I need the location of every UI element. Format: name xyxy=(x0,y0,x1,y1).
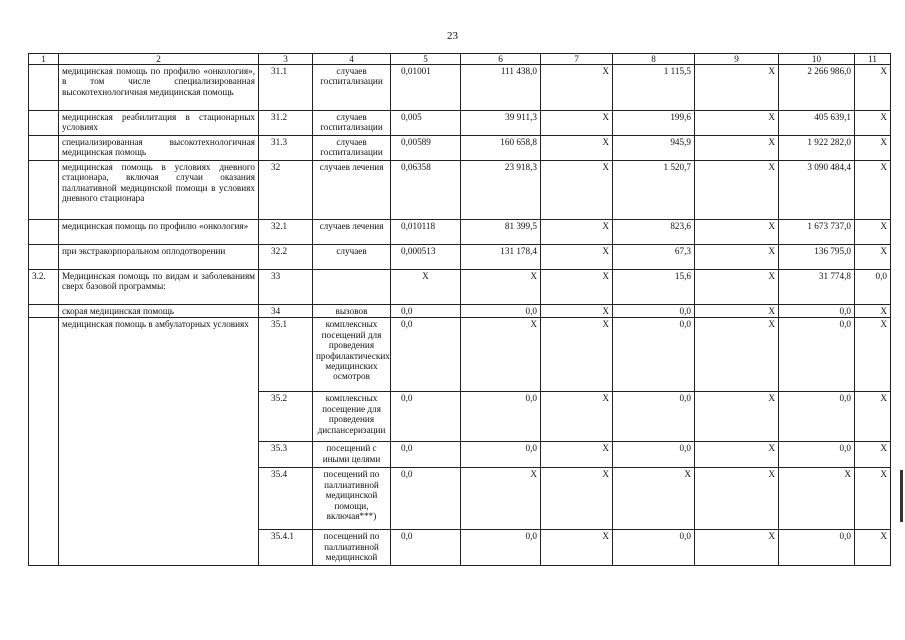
volume-cell: 0,010118 xyxy=(391,220,461,245)
value-cell: 0,0 xyxy=(779,318,855,392)
value-cell: Х xyxy=(541,136,613,161)
value-cell: Х xyxy=(779,468,855,530)
value-cell: Х xyxy=(695,468,779,530)
volume-cell: 0,005 xyxy=(391,111,461,136)
value-cell: 0,0 xyxy=(613,318,695,392)
value-cell: 1 115,5 xyxy=(613,65,695,111)
line-number-cell: 35.4.1 xyxy=(259,530,313,566)
header-cell: 5 xyxy=(391,54,461,65)
value-cell: Х xyxy=(695,318,779,392)
value-cell: 0,0 xyxy=(779,305,855,318)
value-cell: Х xyxy=(855,111,891,136)
value-cell: Х xyxy=(695,65,779,111)
value-cell: Х xyxy=(695,530,779,566)
value-cell: 1 673 737,0 xyxy=(779,220,855,245)
value-cell: Х xyxy=(855,65,891,111)
value-cell: Х xyxy=(541,392,613,442)
section-cell: 3.2. xyxy=(29,270,59,305)
value-cell: 199,6 xyxy=(613,111,695,136)
unit-cell: комплексных посещений для проведения профилактических медицинских осмотров xyxy=(313,318,391,392)
value-cell: Х xyxy=(695,161,779,220)
cost-cell: Х xyxy=(461,318,541,392)
section-cell xyxy=(29,65,59,111)
header-cell: 9 xyxy=(695,54,779,65)
table-row xyxy=(29,220,891,245)
value-cell: Х xyxy=(695,305,779,318)
value-cell: 136 795,0 xyxy=(779,245,855,270)
line-number-cell: 35.3 xyxy=(259,442,313,468)
header-cell: 3 xyxy=(259,54,313,65)
value-cell: 0,0 xyxy=(613,530,695,566)
value-cell: Х xyxy=(695,392,779,442)
cost-cell: 81 399,5 xyxy=(461,220,541,245)
unit-cell: случаев xyxy=(313,245,391,270)
value-cell: Х xyxy=(541,220,613,245)
value-cell: 31 774,8 xyxy=(779,270,855,305)
section-cell xyxy=(29,220,59,245)
value-cell: Х xyxy=(855,442,891,468)
section-cell xyxy=(29,161,59,220)
unit-cell: комплексных посещение для проведения диспансеризации xyxy=(313,392,391,442)
volume-cell: 0,000513 xyxy=(391,245,461,270)
table-row xyxy=(29,270,891,305)
line-number-cell: 33 xyxy=(259,270,313,305)
volume-cell: 0,0 xyxy=(391,318,461,392)
value-cell: Х xyxy=(695,442,779,468)
volume-cell: 0,0 xyxy=(391,305,461,318)
value-cell: 0,0 xyxy=(855,270,891,305)
value-cell: 405 639,1 xyxy=(779,111,855,136)
value-cell: Х xyxy=(855,318,891,392)
volume-cell: 0,0 xyxy=(391,530,461,566)
header-cell: 10 xyxy=(779,54,855,65)
unit-cell: вызовов xyxy=(313,305,391,318)
value-cell: 0,0 xyxy=(613,305,695,318)
value-cell: Х xyxy=(695,220,779,245)
value-cell: 15,6 xyxy=(613,270,695,305)
unit-cell: случаев госпитализации xyxy=(313,65,391,111)
line-number-cell: 35.1 xyxy=(259,318,313,392)
value-cell: Х xyxy=(541,318,613,392)
table-row xyxy=(29,318,891,392)
table-row xyxy=(29,65,891,111)
cost-cell: 0,0 xyxy=(461,305,541,318)
value-cell: 0,0 xyxy=(613,442,695,468)
value-cell: 2 266 986,0 xyxy=(779,65,855,111)
value-cell: Х xyxy=(855,245,891,270)
value-cell: Х xyxy=(855,161,891,220)
description-cell: специализированная высокотехнологичная медицинская помощь xyxy=(59,136,259,161)
description-cell: медицинская помощь по профилю «онкология», в том числе специализированная высокотехнологичная медицинская помощь xyxy=(59,65,259,111)
line-number-cell: 35.4 xyxy=(259,468,313,530)
line-number-cell: 31.2 xyxy=(259,111,313,136)
cost-cell: Х xyxy=(461,270,541,305)
line-number-cell: 32.1 xyxy=(259,220,313,245)
value-cell: Х xyxy=(855,392,891,442)
table-row xyxy=(29,245,891,270)
header-cell: 7 xyxy=(541,54,613,65)
value-cell: 0,0 xyxy=(779,392,855,442)
cost-cell: 0,0 xyxy=(461,442,541,468)
description-cell: при экстракорпоральном оплодотворении xyxy=(59,245,259,270)
cost-cell: 0,0 xyxy=(461,392,541,442)
volume-cell: 0,0 xyxy=(391,442,461,468)
unit-cell: посещений с иными целями xyxy=(313,442,391,468)
line-number-cell: 32.2 xyxy=(259,245,313,270)
value-cell: 1 520,7 xyxy=(613,161,695,220)
header-cell: 8 xyxy=(613,54,695,65)
volume-cell: 0,0 xyxy=(391,392,461,442)
volume-cell: 0,00589 xyxy=(391,136,461,161)
description-cell: Медицинская помощь по видам и заболеваниям сверх базовой программы: xyxy=(59,270,259,305)
line-number-cell: 32 xyxy=(259,161,313,220)
value-cell: Х xyxy=(541,270,613,305)
financing-table xyxy=(28,53,891,566)
cost-cell: 39 911,3 xyxy=(461,111,541,136)
line-number-cell: 31.1 xyxy=(259,65,313,111)
value-cell: Х xyxy=(541,305,613,318)
cost-cell: 23 918,3 xyxy=(461,161,541,220)
line-number-cell: 31.3 xyxy=(259,136,313,161)
value-cell: Х xyxy=(855,530,891,566)
value-cell: Х xyxy=(613,468,695,530)
value-cell: Х xyxy=(541,65,613,111)
cost-cell: 0,0 xyxy=(461,530,541,566)
header-cell: 1 xyxy=(29,54,59,65)
description-cell: медицинская помощь в условиях дневного стационара, включая случаи оказания паллиативной медицинской помощи в условиях дневного стационара xyxy=(59,161,259,220)
unit-cell: посещений по паллиативной медицинской помощи, включая***) xyxy=(313,468,391,530)
table-row xyxy=(29,111,891,136)
value-cell: Х xyxy=(541,245,613,270)
unit-cell: случаев лечения xyxy=(313,220,391,245)
value-cell: Х xyxy=(855,136,891,161)
line-number-cell: 34 xyxy=(259,305,313,318)
volume-cell: 0,0 xyxy=(391,468,461,530)
value-cell: Х xyxy=(541,111,613,136)
scan-edge-mark xyxy=(900,470,903,522)
value-cell: 0,0 xyxy=(779,530,855,566)
unit-cell: случаев госпитализации xyxy=(313,136,391,161)
table-row xyxy=(29,305,891,318)
unit-cell: случаев лечения xyxy=(313,161,391,220)
value-cell: 945,9 xyxy=(613,136,695,161)
volume-cell: Х xyxy=(391,270,461,305)
value-cell: Х xyxy=(541,161,613,220)
page-number: 23 xyxy=(447,30,458,42)
table-row xyxy=(29,136,891,161)
cost-cell: 111 438,0 xyxy=(461,65,541,111)
volume-cell: 0,01001 xyxy=(391,65,461,111)
section-cell xyxy=(29,136,59,161)
description-cell: медицинская помощь в амбулаторных условиях xyxy=(59,318,259,566)
value-cell: 1 922 282,0 xyxy=(779,136,855,161)
value-cell: 823,6 xyxy=(613,220,695,245)
value-cell: 0,0 xyxy=(779,442,855,468)
description-cell: скорая медицинская помощь xyxy=(59,305,259,318)
unit-cell: случаев госпитализации xyxy=(313,111,391,136)
cost-cell: Х xyxy=(461,468,541,530)
value-cell: Х xyxy=(541,442,613,468)
section-cell xyxy=(29,111,59,136)
header-cell: 6 xyxy=(461,54,541,65)
cost-cell: 160 658,8 xyxy=(461,136,541,161)
table-row xyxy=(29,161,891,220)
unit-cell: посещений по паллиативной медицинской xyxy=(313,530,391,566)
value-cell: 3 090 484,4 xyxy=(779,161,855,220)
cost-cell: 131 178,4 xyxy=(461,245,541,270)
header-cell: 2 xyxy=(59,54,259,65)
value-cell: Х xyxy=(695,245,779,270)
value-cell: Х xyxy=(695,111,779,136)
value-cell: Х xyxy=(541,530,613,566)
value-cell: 0,0 xyxy=(613,392,695,442)
description-cell: медицинская помощь по профилю «онкология» xyxy=(59,220,259,245)
unit-cell xyxy=(313,270,391,305)
value-cell: 67,3 xyxy=(613,245,695,270)
value-cell: Х xyxy=(855,220,891,245)
line-number-cell: 35.2 xyxy=(259,392,313,442)
volume-cell: 0,06358 xyxy=(391,161,461,220)
header-row xyxy=(29,54,891,65)
value-cell: Х xyxy=(855,305,891,318)
value-cell: Х xyxy=(695,136,779,161)
value-cell: Х xyxy=(695,270,779,305)
section-cell xyxy=(29,305,59,318)
value-cell: Х xyxy=(541,468,613,530)
section-cell xyxy=(29,245,59,270)
section-cell xyxy=(29,318,59,566)
description-cell: медицинская реабилитация в стационарных условиях xyxy=(59,111,259,136)
header-cell: 4 xyxy=(313,54,391,65)
value-cell: Х xyxy=(855,468,891,530)
header-cell: 11 xyxy=(855,54,891,65)
